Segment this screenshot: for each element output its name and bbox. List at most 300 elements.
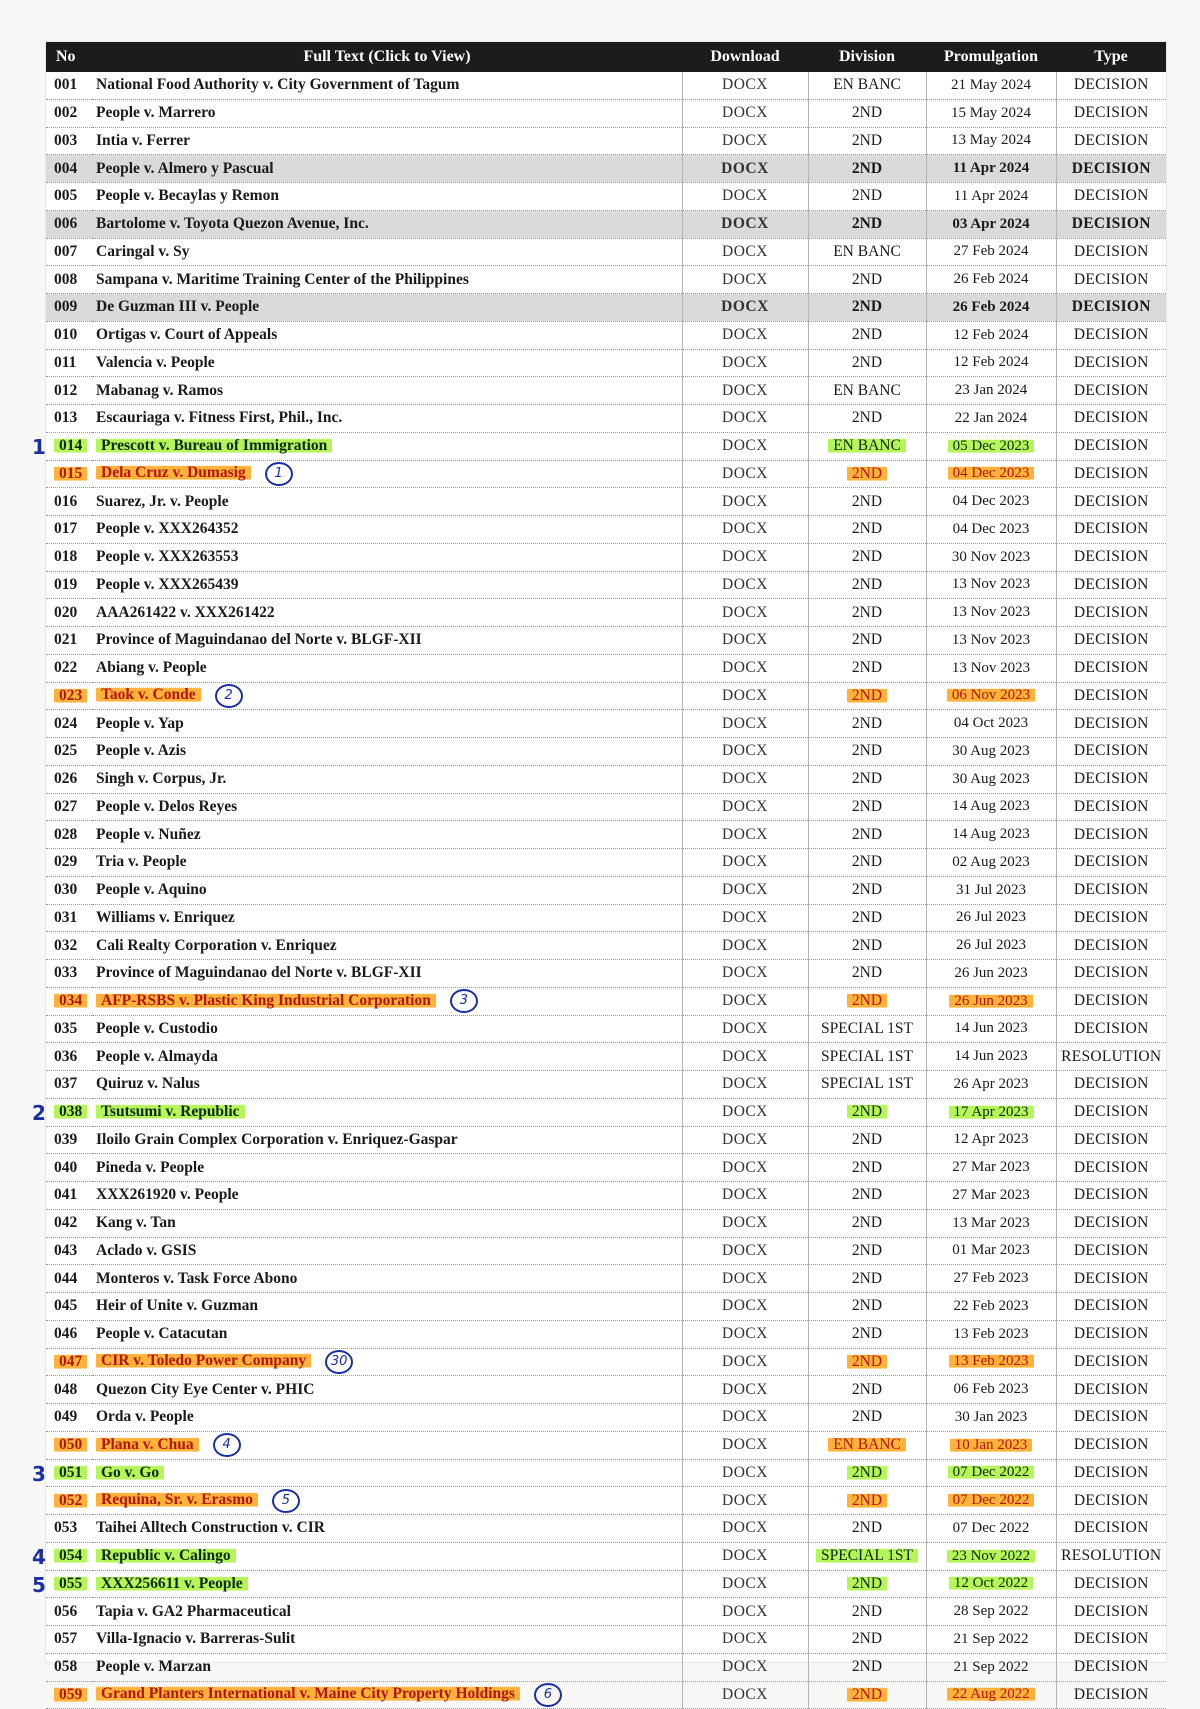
case-number <box>46 654 92 682</box>
division-cell-text: 2ND <box>847 1686 887 1703</box>
division-cell-text: SPECIAL 1ST <box>820 1075 913 1093</box>
download-docx-link <box>682 821 808 849</box>
division-cell <box>808 793 926 821</box>
case-title-link-text[interactable]: Quezon City Eye Center v. PHIC <box>96 1380 315 1398</box>
case-title-link <box>92 183 682 211</box>
promulgation-date <box>926 99 1056 127</box>
case-title-link-text[interactable]: People v. Marzan <box>96 1658 211 1676</box>
case-title-link-text[interactable]: XXX261920 v. People <box>96 1186 239 1204</box>
download-docx-link <box>682 1404 808 1432</box>
table-row <box>46 765 1166 793</box>
case-title-link <box>92 765 682 793</box>
case-title-link-text[interactable]: Singh v. Corpus, Jr. <box>96 770 227 788</box>
case-number <box>46 266 92 294</box>
download-docx-link-text[interactable]: DOCX <box>722 492 768 510</box>
table-row <box>46 1098 1166 1126</box>
download-docx-link <box>682 183 808 211</box>
decision-type <box>1056 1209 1166 1237</box>
case-number <box>46 1237 92 1265</box>
promulgation-date <box>926 1071 1056 1099</box>
download-docx-link-text[interactable]: DOCX <box>722 1186 768 1204</box>
case-title-link-text[interactable]: Plana v. Chua <box>96 1436 199 1453</box>
download-docx-link-text[interactable]: DOCX <box>722 603 768 621</box>
promulgation-date-text: 28 Sep 2022 <box>953 1603 1029 1620</box>
case-title-link-text[interactable]: Province of Maguindanao del Norte v. BLGF-XII <box>96 631 422 649</box>
division-cell-text: SPECIAL 1ST <box>820 1019 913 1037</box>
promulgation-date-text: 10 Jan 2023 <box>950 1437 1033 1453</box>
download-docx-link-text[interactable]: DOCX <box>722 881 768 899</box>
download-docx-link-text[interactable]: DOCX <box>722 1352 768 1370</box>
case-number <box>46 1154 92 1182</box>
decision-type <box>1056 321 1166 349</box>
case-title-link-text[interactable]: People v. Becaylas y Remon <box>96 187 279 205</box>
table-row <box>46 571 1166 599</box>
case-number-text: 018 <box>54 548 78 566</box>
download-docx-link-text[interactable]: DOCX <box>722 631 768 649</box>
case-title-link-text[interactable]: Tapia v. GA2 Pharmaceutical <box>96 1602 291 1620</box>
decision-type <box>1056 1071 1166 1099</box>
case-title-link <box>92 377 682 405</box>
download-docx-link-text[interactable]: DOCX <box>722 797 768 815</box>
case-number-text: 042 <box>54 1214 78 1232</box>
download-docx-link-text[interactable]: DOCX <box>722 270 768 288</box>
case-title-link-text[interactable]: Tria v. People <box>96 853 187 871</box>
promulgation-date <box>926 1681 1056 1709</box>
download-docx-link-text[interactable]: DOCX <box>722 1491 768 1509</box>
promulgation-date <box>926 987 1056 1015</box>
case-number <box>32 1570 92 1598</box>
promulgation-date-text: 30 Aug 2023 <box>952 742 1030 759</box>
case-number <box>46 1348 92 1376</box>
division-cell-text: 2ND <box>851 1269 883 1287</box>
download-docx-link-text[interactable]: DOCX <box>722 853 768 871</box>
promulgation-date <box>926 1015 1056 1043</box>
case-title-link-text[interactable]: People v. Almero y Pascual <box>96 159 274 177</box>
promulgation-date-text: 13 Nov 2023 <box>951 631 1031 648</box>
division-cell-text: 2ND <box>851 742 883 760</box>
promulgation-date-text: 27 Mar 2023 <box>952 1186 1030 1203</box>
promulgation-date-text: 23 Jan 2024 <box>954 382 1028 399</box>
download-docx-link-text[interactable]: DOCX <box>722 1408 768 1426</box>
case-title-link-text[interactable]: Requina, Sr. v. Erasmo <box>96 1491 258 1508</box>
decision-type <box>1056 1570 1166 1598</box>
download-docx-link-text[interactable]: DOCX <box>722 1380 768 1398</box>
division-cell-text: 2ND <box>851 881 883 899</box>
case-number-text: 016 <box>54 492 78 510</box>
download-docx-link-text[interactable]: DOCX <box>722 1658 768 1676</box>
download-docx-link-text[interactable]: DOCX <box>722 242 768 260</box>
table-row <box>46 1265 1166 1293</box>
decision-type-text: DECISION <box>1073 603 1149 621</box>
download-docx-link-text[interactable]: DOCX <box>722 1574 768 1592</box>
download-docx-link-text[interactable]: DOCX <box>722 1130 768 1148</box>
case-title-link <box>92 543 682 571</box>
download-docx-link-text[interactable]: DOCX <box>722 1047 768 1065</box>
case-title-link <box>92 321 682 349</box>
division-cell-text: EN BANC <box>828 437 906 454</box>
decision-type <box>1056 599 1166 627</box>
division-cell-text: 2ND <box>851 326 883 344</box>
division-cell <box>808 654 926 682</box>
case-title-link-text[interactable]: De Guzman III v. People <box>96 298 260 316</box>
download-docx-link-text[interactable]: DOCX <box>722 1325 768 1343</box>
download-docx-link-text[interactable]: DOCX <box>722 548 768 566</box>
case-title-link-text[interactable]: Tsutsumi v. Republic <box>96 1103 245 1120</box>
promulgation-date-text: 26 Jun 2023 <box>954 964 1028 981</box>
promulgation-date-text: 03 Apr 2024 <box>952 215 1030 232</box>
download-docx-link-text[interactable]: DOCX <box>722 1075 768 1093</box>
division-cell <box>808 460 926 488</box>
division-cell-text: 2ND <box>851 964 883 982</box>
download-docx-link-text[interactable]: DOCX <box>722 104 768 122</box>
case-title-link-text[interactable]: CIR v. Toledo Power Company <box>96 1352 311 1369</box>
case-title-link-text[interactable]: Kang v. Tan <box>96 1214 176 1232</box>
case-number-text: 052 <box>54 1492 87 1509</box>
decision-type-text: DECISION <box>1073 1186 1149 1204</box>
decision-type <box>1056 765 1166 793</box>
case-title-link-text[interactable]: AFP-RSBS v. Plastic King Industrial Corporation <box>96 992 436 1009</box>
case-title-link-text[interactable]: Abiang v. People <box>96 659 207 677</box>
case-number <box>46 599 92 627</box>
case-number-text: 027 <box>54 797 78 815</box>
case-title-link-text[interactable]: Cali Realty Corporation v. Enriquez <box>96 936 337 954</box>
division-cell-text: 2ND <box>851 492 883 510</box>
case-title-link-text[interactable]: Taihei Alltech Construction v. CIR <box>96 1519 325 1537</box>
case-title-link-text[interactable]: Ortigas v. Court of Appeals <box>96 326 278 344</box>
case-title-link-text[interactable]: Iloilo Grain Complex Corporation v. Enriquez-Gaspar <box>96 1130 458 1148</box>
decision-type-text: DECISION <box>1073 770 1149 788</box>
decision-type-text: DECISION <box>1073 520 1149 538</box>
promulgation-date <box>926 321 1056 349</box>
case-title-link-text[interactable]: People v. Marrero <box>96 104 216 122</box>
promulgation-date-text: 15 May 2024 <box>951 104 1031 121</box>
division-cell-text: 2ND <box>851 1380 883 1398</box>
case-title-link <box>92 1071 682 1099</box>
decision-type-text: DECISION <box>1073 242 1149 260</box>
promulgation-date-text: 11 Apr 2024 <box>953 187 1029 204</box>
case-number <box>46 516 92 544</box>
decision-type-text: DECISION <box>1073 76 1149 94</box>
decision-type <box>1056 349 1166 377</box>
division-cell-text: 2ND <box>851 908 883 926</box>
division-cell-text: 2ND <box>851 797 883 815</box>
promulgation-date <box>926 127 1056 155</box>
case-title-link-text[interactable]: Monteros v. Task Force Abono <box>96 1269 298 1287</box>
download-docx-link-text[interactable]: DOCX <box>722 714 768 732</box>
download-docx-link-text[interactable]: DOCX <box>722 1103 768 1121</box>
header-download: Download <box>682 42 808 72</box>
download-docx-link-text[interactable]: DOCX <box>722 1602 768 1620</box>
download-docx-link-text[interactable]: DOCX <box>722 659 768 677</box>
division-cell <box>808 1043 926 1071</box>
download-docx-link-text[interactable]: DOCX <box>722 1685 768 1703</box>
download-docx-link-text[interactable]: DOCX <box>722 1630 768 1648</box>
case-title-link-text[interactable]: Mabanag v. Ramos <box>96 381 224 399</box>
case-title-link-text[interactable]: Orda v. People <box>96 1408 194 1426</box>
case-number <box>46 1043 92 1071</box>
case-title-link-text[interactable]: People v. Almayda <box>96 1047 218 1065</box>
download-docx-link-text[interactable]: DOCX <box>722 1158 768 1176</box>
download-docx-link <box>682 1348 808 1376</box>
promulgation-date <box>926 1182 1056 1210</box>
promulgation-date-text: 01 Mar 2023 <box>952 1242 1030 1259</box>
case-number <box>46 627 92 655</box>
download-docx-link-text[interactable]: DOCX <box>721 159 769 177</box>
decision-type <box>1056 654 1166 682</box>
download-docx-link-text[interactable]: DOCX <box>722 686 768 704</box>
download-docx-link-text[interactable]: DOCX <box>722 992 768 1010</box>
download-docx-link-text[interactable]: DOCX <box>722 1241 768 1259</box>
download-docx-link <box>682 432 808 460</box>
case-title-link-text[interactable]: Intia v. Ferrer <box>96 131 190 149</box>
promulgation-date <box>926 543 1056 571</box>
case-title-link-text[interactable]: People v. Yap <box>96 714 184 732</box>
download-docx-link-text[interactable]: DOCX <box>722 326 768 344</box>
table-header <box>46 42 1166 72</box>
case-title-link-text[interactable]: XXX256611 v. People <box>96 1575 248 1592</box>
case-number-text: 049 <box>54 1408 78 1426</box>
division-cell-text: 2ND <box>851 1408 883 1426</box>
case-title-link-text[interactable]: People v. XXX263553 <box>96 548 239 566</box>
division-cell-text: 2ND <box>851 1602 883 1620</box>
case-title-link-text[interactable]: Heir of Unite v. Guzman <box>96 1297 259 1315</box>
download-docx-link-text[interactable]: DOCX <box>722 353 768 371</box>
table-row <box>46 876 1166 904</box>
promulgation-date-text: 07 Dec 2022 <box>948 1464 1035 1480</box>
case-title-link-text[interactable]: Go v. Go <box>96 1464 164 1481</box>
division-cell <box>808 210 926 238</box>
download-docx-link-text[interactable]: DOCX <box>722 1019 768 1037</box>
case-title-link-text[interactable]: Taok v. Conde <box>96 686 201 703</box>
promulgation-date-text: 06 Nov 2023 <box>947 687 1035 703</box>
promulgation-date <box>926 1209 1056 1237</box>
table-row <box>46 1071 1166 1099</box>
promulgation-date <box>926 1154 1056 1182</box>
division-cell-text: 2ND <box>851 1158 883 1176</box>
promulgation-date-text: 13 Feb 2023 <box>953 1325 1029 1342</box>
case-title-link-text[interactable]: Dela Cruz v. Dumasig <box>96 464 251 481</box>
case-title-link-text[interactable]: People v. Azis <box>96 742 186 760</box>
division-cell-text: 2ND <box>851 714 883 732</box>
case-number-text: 032 <box>54 936 78 954</box>
case-title-link-text[interactable]: Republic v. Calingo <box>96 1547 236 1564</box>
decision-type-text: DECISION <box>1073 1241 1149 1259</box>
download-docx-link-text[interactable]: DOCX <box>722 131 768 149</box>
promulgation-date <box>926 849 1056 877</box>
division-cell <box>808 1071 926 1099</box>
promulgation-date-text: 02 Aug 2023 <box>952 853 1030 870</box>
download-docx-link-text[interactable]: DOCX <box>722 1547 768 1565</box>
case-title-link-text[interactable]: People v. Nuñez <box>96 825 201 843</box>
download-docx-link-text[interactable]: DOCX <box>722 1269 768 1287</box>
case-title-link-text[interactable]: Sampana v. Maritime Training Center of the Philippines <box>96 270 469 288</box>
table-row <box>46 294 1166 322</box>
download-docx-link-text[interactable]: DOCX <box>722 825 768 843</box>
promulgation-date <box>926 599 1056 627</box>
decision-type-text: DECISION <box>1073 1491 1149 1509</box>
promulgation-date-text: 22 Feb 2023 <box>953 1297 1029 1314</box>
decision-type <box>1056 543 1166 571</box>
decision-type-text: DECISION <box>1073 686 1149 704</box>
division-cell-text: 2ND <box>851 270 883 288</box>
margin-note-number: 5 <box>32 1572 46 1597</box>
download-docx-link-text[interactable]: DOCX <box>722 575 768 593</box>
decision-type-text: DECISION <box>1073 187 1149 205</box>
download-docx-link-text[interactable]: DOCX <box>722 964 768 982</box>
promulgation-date-text: 26 Apr 2023 <box>953 1075 1029 1092</box>
download-docx-link <box>682 210 808 238</box>
promulgation-date-text: 27 Feb 2023 <box>953 1270 1029 1287</box>
download-docx-link-text[interactable]: DOCX <box>722 409 768 427</box>
case-title-link-text[interactable]: Bartolome v. Toyota Quezon Avenue, Inc. <box>96 215 369 233</box>
download-docx-link-text[interactable]: DOCX <box>722 908 768 926</box>
case-title-link-text[interactable]: AAA261422 v. XXX261422 <box>96 603 275 621</box>
promulgation-date-text: 23 Nov 2022 <box>947 1548 1035 1564</box>
download-docx-link-text[interactable]: DOCX <box>722 76 768 94</box>
case-title-link <box>92 405 682 433</box>
case-title-link-text[interactable]: Williams v. Enriquez <box>96 908 235 926</box>
promulgation-date-text: 21 Sep 2022 <box>953 1630 1029 1647</box>
case-title-link-text[interactable]: Quiruz v. Nalus <box>96 1075 200 1093</box>
case-number-text: 013 <box>54 409 78 427</box>
download-docx-link-text[interactable]: DOCX <box>722 1297 768 1315</box>
download-docx-link <box>682 1237 808 1265</box>
promulgation-date-text: 13 Nov 2023 <box>951 604 1031 621</box>
download-docx-link <box>682 377 808 405</box>
download-docx-link-text[interactable]: DOCX <box>722 1519 768 1537</box>
case-number <box>32 1459 92 1487</box>
case-number-text: 031 <box>54 908 78 926</box>
promulgation-date <box>926 710 1056 738</box>
download-docx-link-text[interactable]: DOCX <box>722 1463 768 1481</box>
case-number <box>46 1126 92 1154</box>
division-cell-text: 2ND <box>851 825 883 843</box>
promulgation-date <box>926 654 1056 682</box>
download-docx-link-text[interactable]: DOCX <box>722 936 768 954</box>
case-title-link-text[interactable]: Grand Planters International v. Maine City Property Holdings <box>96 1685 520 1702</box>
promulgation-date-text: 21 Sep 2022 <box>953 1658 1029 1675</box>
case-number-text: 043 <box>54 1241 78 1259</box>
download-docx-link-text[interactable]: DOCX <box>722 770 768 788</box>
table-row <box>46 460 1166 488</box>
promulgation-date <box>926 904 1056 932</box>
case-title-link-text[interactable]: Caringal v. Sy <box>96 242 190 260</box>
case-title-link-text[interactable]: Province of Maguindanao del Norte v. BLGF-XII <box>96 964 422 982</box>
division-cell-text: 2ND <box>851 1186 883 1204</box>
case-title-link-text[interactable]: Aclado v. GSIS <box>96 1241 197 1259</box>
table-row <box>46 183 1166 211</box>
case-number <box>46 127 92 155</box>
case-title-link <box>92 460 682 488</box>
division-cell <box>808 1653 926 1681</box>
case-number <box>46 377 92 405</box>
case-title-link-text[interactable]: People v. Delos Reyes <box>96 797 238 815</box>
promulgation-date <box>926 627 1056 655</box>
case-title-link-text[interactable]: Escauriaga v. Fitness First, Phil., Inc. <box>96 409 343 427</box>
case-title-link-text[interactable]: People v. Aquino <box>96 881 207 899</box>
download-docx-link-text[interactable]: DOCX <box>721 215 769 233</box>
case-title-link-text[interactable]: Villa-Ignacio v. Barreras-Sulit <box>96 1630 296 1648</box>
decision-type-text: DECISION <box>1073 1297 1149 1315</box>
case-number-text: 007 <box>54 242 78 260</box>
case-title-link-text[interactable]: Pineda v. People <box>96 1158 205 1176</box>
case-title-link-text[interactable]: Prescott v. Bureau of Immigration <box>96 437 332 454</box>
download-docx-link <box>682 1570 808 1598</box>
promulgation-date <box>926 1043 1056 1071</box>
table-row <box>46 1320 1166 1348</box>
case-title-link <box>92 1015 682 1043</box>
case-number-text: 030 <box>54 881 78 899</box>
promulgation-date-text: 07 Dec 2022 <box>952 1519 1030 1536</box>
division-cell <box>808 960 926 988</box>
case-number <box>46 1265 92 1293</box>
case-number-text: 015 <box>54 465 87 482</box>
case-title-link-text[interactable]: People v. XXX265439 <box>96 575 239 593</box>
division-cell <box>808 599 926 627</box>
download-docx-link-text[interactable]: DOCX <box>722 187 768 205</box>
promulgation-date <box>926 1265 1056 1293</box>
case-title-link <box>92 932 682 960</box>
download-docx-link-text[interactable]: DOCX <box>722 742 768 760</box>
download-docx-link-text[interactable]: DOCX <box>721 298 769 316</box>
case-title-link-text[interactable]: People v. Catacutan <box>96 1325 228 1343</box>
division-cell <box>808 849 926 877</box>
case-title-link <box>92 1598 682 1626</box>
download-docx-link-text[interactable]: DOCX <box>722 464 768 482</box>
download-docx-link <box>682 321 808 349</box>
download-docx-link-text[interactable]: DOCX <box>722 520 768 538</box>
decision-type <box>1056 1459 1166 1487</box>
decision-type-text: DECISION <box>1071 298 1151 316</box>
case-title-link-text[interactable]: National Food Authority v. City Government of Tagum <box>96 76 460 94</box>
promulgation-date <box>926 1570 1056 1598</box>
promulgation-date <box>926 155 1056 183</box>
case-number <box>46 488 92 516</box>
case-title-link-text[interactable]: People v. Custodio <box>96 1019 218 1037</box>
case-number-text: 028 <box>54 825 78 843</box>
decision-type-text: DECISION <box>1073 1519 1149 1537</box>
case-title-link-text[interactable]: Valencia v. People <box>96 353 215 371</box>
decision-type-text: DECISION <box>1073 409 1149 427</box>
download-docx-link-text[interactable]: DOCX <box>722 381 768 399</box>
download-docx-link-text[interactable]: DOCX <box>722 1436 768 1454</box>
download-docx-link <box>682 738 808 766</box>
division-cell <box>808 543 926 571</box>
case-number <box>46 710 92 738</box>
case-title-link <box>92 266 682 294</box>
division-cell <box>808 1320 926 1348</box>
download-docx-link <box>682 1154 808 1182</box>
download-docx-link <box>682 1376 808 1404</box>
header-full-text: Full Text (Click to View) <box>92 42 682 72</box>
case-title-link-text[interactable]: Suarez, Jr. v. People <box>96 492 229 510</box>
promulgation-date-text: 13 Feb 2023 <box>949 1353 1034 1369</box>
download-docx-link <box>682 516 808 544</box>
case-title-link-text[interactable]: People v. XXX264352 <box>96 520 239 538</box>
case-number-text: 037 <box>54 1075 78 1093</box>
download-docx-link-text[interactable]: DOCX <box>722 437 768 455</box>
decision-type <box>1056 1154 1166 1182</box>
decision-type <box>1056 876 1166 904</box>
promulgation-date-text: 04 Dec 2023 <box>948 465 1035 481</box>
table-row <box>46 1515 1166 1543</box>
division-cell <box>808 1126 926 1154</box>
case-number-text: 046 <box>54 1325 78 1343</box>
table-row <box>46 405 1166 433</box>
decision-type <box>1056 405 1166 433</box>
download-docx-link-text[interactable]: DOCX <box>722 1214 768 1232</box>
case-number-text: 050 <box>54 1436 87 1453</box>
